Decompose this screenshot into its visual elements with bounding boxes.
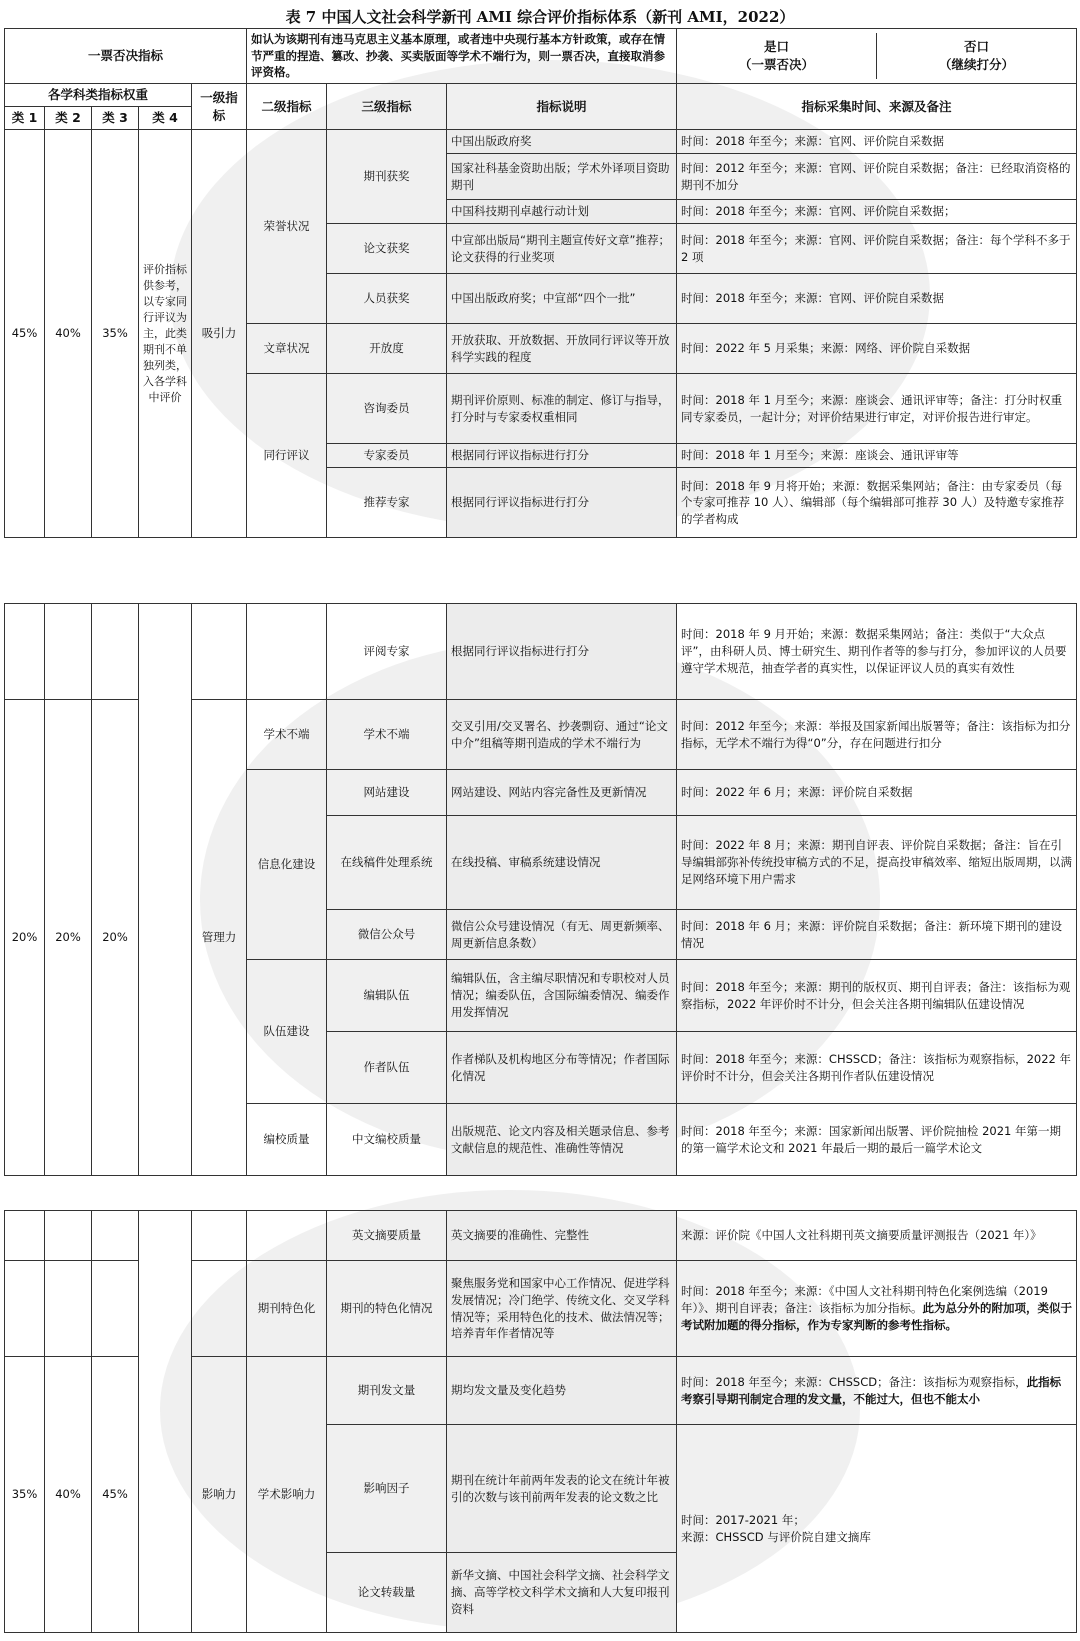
indicator-note: 来源：评价院《中国人文社科期刊英文摘要质量评测报告（2021 年）》 [677, 1211, 1077, 1261]
indicator-description: 中宣部出版局“期刊主题宣传好文章”推荐；论文获得的行业奖项 [447, 224, 677, 274]
indicator-description: 微信公众号建设情况（有无、周更新频率、周更新信息条数） [447, 910, 677, 960]
indicator-note: 时间：2012 年至今；来源：举报及国家新闻出版署等；备注：该指标为扣分指标，无学术不端行为得“0”分，存在问题进行扣分 [677, 700, 1077, 770]
veto-row [5, 29, 1077, 84]
weight-cat4: 评价指标供参考，以专家同行评议为主，此类期刊不单独列类，入各学科中评价 [139, 130, 192, 538]
indicator-description: 在线投稿、审稿系统建设情况 [447, 816, 677, 910]
indicator-description: 开放获取、开放数据、开放同行评议等开放科学实践的程度 [447, 324, 677, 374]
indicator-description: 交叉引用/交叉署名、抄袭剽窃、通过“论文中介”组稿等期刊造成的学术不端行为 [447, 700, 677, 770]
header-cat3: 类 3 [92, 107, 139, 130]
indicator-note: 时间：2022 年 5 月采集；来源：网络、评价院自采数据 [677, 324, 1077, 374]
level2-indicator: 同行评议 [247, 374, 327, 538]
weight-cat3: 35% [92, 130, 139, 538]
level3-indicator: 期刊的特色化情况 [327, 1261, 447, 1357]
indicator-description: 期均发文量及变化趋势 [447, 1357, 677, 1425]
indicator-table-part3 [4, 1210, 1077, 1633]
level2-indicator: 文章状况 [247, 324, 327, 374]
veto-yes-checkbox[interactable]: 是口 （一票否决） [677, 33, 877, 79]
indicator-note: 时间：2022 年 6 月；来源：评价院自采数据 [677, 770, 1077, 816]
indicator-note: 时间：2018 年至今；来源：CHSSCD；备注：该指标为观察指标，2022 年评价时不计分，但会关注各期刊作者队伍建设情况 [677, 1032, 1077, 1104]
level3-indicator: 推荐专家 [327, 468, 447, 538]
indicator-table-part1 [4, 28, 1077, 538]
indicator-note: 时间：2018 年 1 月至今；来源：座谈会、通讯评审等 [677, 444, 1077, 468]
level3-indicator: 网站建设 [327, 770, 447, 816]
level3-indicator: 期刊发文量 [327, 1357, 447, 1425]
indicator-table-part2 [4, 603, 1077, 1176]
indicator-note-emphasis: 此为总分外的附加项，类似于考试附加题的得分指标，作为专家判断的参考性指标。 [681, 1301, 1072, 1332]
indicator-description: 英文摘要的准确性、完整性 [447, 1211, 677, 1261]
level3-indicator: 微信公众号 [327, 910, 447, 960]
header-level2: 二级指标 [247, 84, 327, 130]
weight-cat2: 40% [45, 130, 92, 538]
level3-indicator: 期刊获奖 [327, 130, 447, 224]
weight-cat1: 35% [5, 1357, 45, 1633]
weight-cat3: 20% [92, 700, 139, 1176]
level2-indicator: 学术影响力 [247, 1357, 327, 1633]
indicator-description: 网站建设、网站内容完备性及更新情况 [447, 770, 677, 816]
indicator-description: 新华文摘、中国社会科学文摘、社会科学文摘、高等学校文科学术文摘和人大复印报刊资料 [447, 1553, 677, 1633]
indicator-note: 时间：2018 年至今；来源：官网、评价院自采数据； [677, 200, 1077, 224]
indicator-note: 时间：2018 年至今；来源：官网、评价院自采数据；备注：每个学科不多于 2 项 [677, 224, 1077, 274]
table-row [5, 1211, 1077, 1261]
level3-indicator: 作者队伍 [327, 1032, 447, 1104]
indicator-note: 时间：2022 年 8 月；来源：期刊自评表、评价院自采数据；备注：旨在引导编辑部弥补传统投审稿方式的不足，提高投审稿效率、缩短出版周期，以满足网络环境下用户需求 [677, 816, 1077, 910]
indicator-note: 时间：2018 年至今；来源：国家新闻出版署、评价院抽检 2021 年第一期的第一篇学术论文和 2021 年最后一期的最后一篇学术论文 [677, 1104, 1077, 1176]
level3-indicator: 咨询委员 [327, 374, 447, 444]
indicator-description: 根据同行评议指标进行打分 [447, 604, 677, 700]
indicator-note: 时间：2018 年 9 月将开始；来源：数据采集网站；备注：由专家委员（每个专家可推荐 10 人）、编辑部（每个编辑部可推荐 30 人）及特邀专家推荐的学者构成 [677, 468, 1077, 538]
level3-indicator: 学术不端 [327, 700, 447, 770]
level3-indicator: 论文转载量 [327, 1553, 447, 1633]
indicator-note: 时间：2018 年至今；来源：《中国人文社科期刊特色化案例选编（2019 年）》、期刊自评表；备注：该指标为加分指标。此为总分外的附加项，类似于考试附加题的得分指标，作为专家判断的参考性指标。 [677, 1261, 1077, 1357]
table-title: 表 7 中国人文社会科学新刊 AMI 综合评价指标体系（新刊 AMI，2022） [285, 8, 795, 26]
indicator-description: 中国科技期刊卓越行动计划 [447, 200, 677, 224]
header-note: 指标采集时间、来源及备注 [677, 84, 1077, 130]
level1-indicator: 吸引力 [192, 130, 247, 538]
weight-cat2: 40% [45, 1357, 92, 1633]
indicator-description: 聚焦服务党和国家中心工作情况、促进学科发展情况；冷门绝学、传统文化、交叉学科情况等；采用特色化的技术、做法情况等；培养青年作者情况等 [447, 1261, 677, 1357]
indicator-description: 中国出版政府奖；中宣部“四个一批” [447, 274, 677, 324]
header-description: 指标说明 [447, 84, 677, 130]
indicator-note: 时间：2017-2021 年； 来源：CHSSCD 与评价院自建文摘库 [677, 1425, 1077, 1633]
veto-no-checkbox[interactable]: 否口 （继续打分） [939, 38, 1015, 72]
level2-indicator: 队伍建设 [247, 960, 327, 1104]
indicator-note: 时间：2018 年至今；来源：期刊的版权页、期刊自评表；备注：该指标为观察指标，2022 年评价时不计分，但会关注各期刊编辑队伍建设情况 [677, 960, 1077, 1032]
header-weights: 各学科类指标权重 [5, 84, 192, 107]
level1-indicator: 影响力 [192, 1357, 247, 1633]
level3-indicator: 开放度 [327, 324, 447, 374]
weight-cat1: 45% [5, 130, 45, 538]
indicator-note: 时间：2018 年 1 月至今；来源：座谈会、通讯评审等；备注：打分时权重同专家委员，一起计分；对评价结果进行审定，对评价报告进行审定。 [677, 374, 1077, 444]
weight-cat1: 20% [5, 700, 45, 1176]
indicator-description: 期刊在统计年前两年发表的论文在统计年被引的次数与该刊前两年发表的论文数之比 [447, 1425, 677, 1553]
indicator-note: 时间：2018 年 9 月开始；来源：数据采集网站；备注：类似于“大众点评”，由科研人员、博士研究生、期刊作者等的参与打分，参加评议的人员要遵守学术规范，抽查学者的真实性，以保证评议人员的真实有效性 [677, 604, 1077, 700]
indicator-note: 时间：2018 年至今；来源：CHSSCD；备注：该指标为观察指标，此指标考察引导期刊制定合理的发文量，不能过大，但也不能太小 [677, 1357, 1077, 1425]
indicator-note: 时间：2018 年至今；来源：官网、评价院自采数据 [677, 130, 1077, 154]
header-level3: 三级指标 [327, 84, 447, 130]
indicator-description: 根据同行评议指标进行打分 [447, 444, 677, 468]
veto-description: 如认为该期刊有违马克思主义基本原理，或者违中央现行基本方针政策，或存在情节严重的捏造、篡改、抄袭、买卖版面等学术不端行为，则一票否决，直接取消参评资格。 [247, 29, 677, 84]
level3-indicator: 论文获奖 [327, 224, 447, 274]
level2-indicator: 学术不端 [247, 700, 327, 770]
indicator-note: 时间：2018 年 6 月；来源：评价院自采数据；备注：新环境下期刊的建设情况 [677, 910, 1077, 960]
indicator-description: 国家社科基金资助出版；学术外译项目资助期刊 [447, 154, 677, 200]
indicator-note-emphasis: 此指标考察引导期刊制定合理的发文量，不能过大，但也不能太小 [681, 1374, 1062, 1406]
indicator-description: 作者梯队及机构地区分布等情况；作者国际化情况 [447, 1032, 677, 1104]
header-cat4: 类 4 [139, 107, 192, 130]
indicator-note: 时间：2018 年至今；来源：官网、评价院自采数据 [677, 274, 1077, 324]
table-row [5, 130, 1077, 154]
header-cat1: 类 1 [5, 107, 45, 130]
indicator-description: 中国出版政府奖 [447, 130, 677, 154]
level3-indicator: 在线稿件处理系统 [327, 816, 447, 910]
veto-label: 一票否决指标 [5, 29, 247, 84]
level3-indicator: 中文编校质量 [327, 1104, 447, 1176]
level2-indicator: 编校质量 [247, 1104, 327, 1176]
header-cat2: 类 2 [45, 107, 92, 130]
level3-indicator: 英文摘要质量 [327, 1211, 447, 1261]
level1-indicator: 管理力 [192, 700, 247, 1176]
level3-indicator: 影响因子 [327, 1425, 447, 1553]
level2-indicator: 荣誉状况 [247, 130, 327, 324]
level2-indicator: 信息化建设 [247, 770, 327, 960]
indicator-note: 时间：2012 年至今；来源：官网、评价院自采数据；备注：已经取消资格的期刊不加分 [677, 154, 1077, 200]
table-row [5, 604, 1077, 700]
indicator-description: 出版规范、论文内容及相关题录信息、参考文献信息的规范性、准确性等情况 [447, 1104, 677, 1176]
weight-cat3: 45% [92, 1357, 139, 1633]
indicator-description: 编辑队伍，含主编尽职情况和专职校对人员情况；编委队伍，含国际编委情况、编委作用发挥情况 [447, 960, 677, 1032]
level2-indicator: 期刊特色化 [247, 1261, 327, 1357]
header-row [5, 84, 1077, 107]
indicator-description: 根据同行评议指标进行打分 [447, 468, 677, 538]
header-level1: 一级指标 [192, 84, 247, 130]
level3-indicator: 专家委员 [327, 444, 447, 468]
weight-cat2: 20% [45, 700, 92, 1176]
indicator-description: 期刊评价原则、标准的制定、修订与指导，打分时与专家委权重相同 [447, 374, 677, 444]
level3-indicator: 人员获奖 [327, 274, 447, 324]
level3-indicator: 评阅专家 [327, 604, 447, 700]
level3-indicator: 编辑队伍 [327, 960, 447, 1032]
